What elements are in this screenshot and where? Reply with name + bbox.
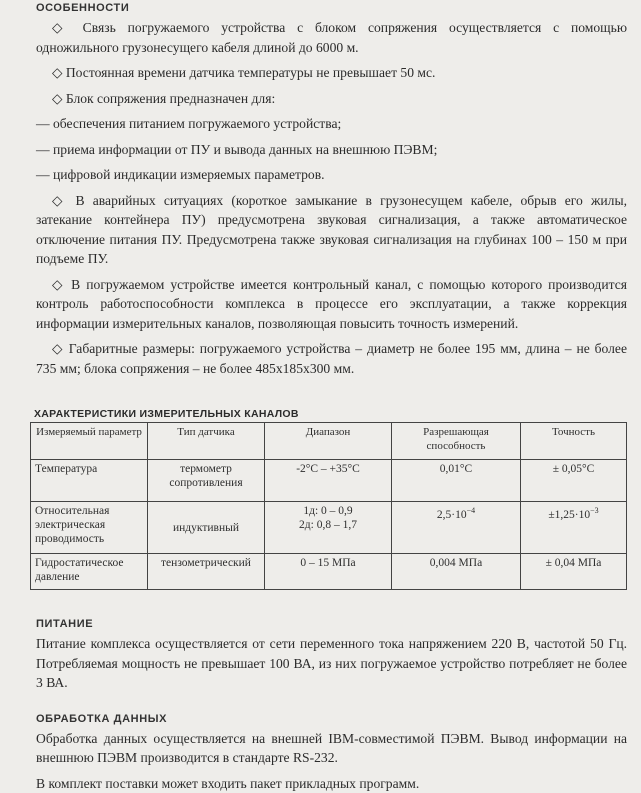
table-cell-sensor: тензометрический	[148, 554, 265, 590]
table-cell-sensor: индуктивный	[148, 502, 265, 554]
table-header: Разрешающая способность	[392, 423, 521, 460]
resolution-base: 2,5·10	[436, 508, 467, 521]
table-header: Измеряемый параметр	[31, 423, 148, 460]
table-cell-accuracy: ± 0,04 МПа	[521, 554, 627, 590]
features-dash-power: — обеспечения питанием погружаемого устройства;	[36, 116, 342, 131]
features-paragraph-temperature: ◇ Постоянная времени датчика температуры не превышает 50 мс.	[52, 65, 436, 80]
channels-table	[30, 422, 627, 590]
features-dash-reception: — приема информации от ПУ и вывода данных на внешнюю ПЭВМ;	[36, 141, 438, 157]
table-cell-accuracy: ± 0,05°С	[521, 460, 627, 502]
resolution-exponent: −4	[466, 506, 476, 515]
features-paragraph-cable: ◇ Связь погружаемого устройства с блоком сопряжения осуществляется с помощью одножильного грузонесущего кабеля длиной до 6000 м.	[36, 20, 627, 55]
table-row	[31, 460, 627, 502]
processing-title: ОБРАБОТКА ДАННЫХ	[36, 712, 168, 725]
range-line-2: 2д: 0,8 – 1,7	[299, 519, 357, 531]
table-header: Диапазон	[265, 423, 392, 460]
table-title: ХАРАКТЕРИСТИКИ ИЗМЕРИТЕЛЬНЫХ КАНАЛОВ	[34, 408, 299, 420]
table-cell-resolution	[392, 502, 521, 554]
power-text: Питание комплекса осуществляется от сети переменного тока напряжением 220 В, частотой 50 Гц. Потребляемая мощность не превышает 100 ВА, из них погружаемое устройство потребляет не более 3 ВА.	[36, 636, 627, 690]
table-cell-sensor: термометр сопротивления	[148, 460, 265, 502]
features-paragraph-dimensions: ◇ Габаритные размеры: погружаемого устройства – диаметр не более 195 мм, длина – не более 735 мм; блока сопряжения – не более 485х185х300 мм.	[36, 341, 627, 376]
features-title: ОСОБЕННОСТИ	[36, 2, 130, 14]
power-title: ПИТАНИЕ	[36, 618, 94, 630]
table-row	[31, 502, 627, 554]
table-cell-param: Гидростатическое давление	[31, 554, 148, 590]
table-cell-resolution: 0,01°С	[392, 460, 521, 502]
table-header: Точность	[521, 423, 627, 460]
processing-text-package: В комплект поставки может входить пакет прикладных программ.	[36, 775, 420, 791]
table-row	[31, 554, 627, 590]
range-line-1: 1д: 0 – 0,9	[303, 505, 353, 517]
features-dash-indication: — цифровой индикации измеряемых параметров.	[36, 167, 325, 182]
table-cell-param: Относительная электрическая проводимость	[31, 502, 148, 554]
processing-text: Обработка данных осуществляется на внешней IBM-совместимой ПЭВМ. Вывод информации на внешнюю ПЭВМ производится в стандарте RS-232.	[36, 730, 627, 765]
table-cell-range: -2°С – +35°С	[265, 460, 392, 502]
table-cell-accuracy	[521, 502, 627, 554]
features-paragraph-emergency: ◇ В аварийных ситуациях (короткое замыкание в грузонесущем кабеле, обрыв его жилы, затекание контейнера ПУ) предусмотрена звуковая сигнализация, а также автоматическое отключение питания ПУ. Предусмотрена также звуковая сигнализация на глубинах 100 – 150 м при подъеме ПУ.	[36, 192, 627, 266]
features-paragraph-control-channel: ◇ В погружаемом устройстве имеется контрольный канал, с помощью которого производится контроль работоспособности комплекса в процессе его эксплуатации, а также коррекция информации измерительных каналов, позволяющая повысить точность измерений.	[36, 276, 627, 331]
table-cell-resolution: 0,004 МПа	[392, 554, 521, 590]
table-cell-param: Температура	[31, 460, 148, 502]
table-cell-range	[265, 502, 392, 554]
features-paragraph-interface-block: ◇ Блок сопряжения предназначен для:	[52, 90, 276, 106]
accuracy-exponent: −3	[590, 506, 599, 515]
table-cell-range: 0 – 15 МПа	[265, 554, 392, 590]
table-header: Тип датчика	[148, 423, 265, 460]
table-header-row	[31, 423, 627, 460]
accuracy-base: ±1,25·10	[548, 508, 591, 521]
